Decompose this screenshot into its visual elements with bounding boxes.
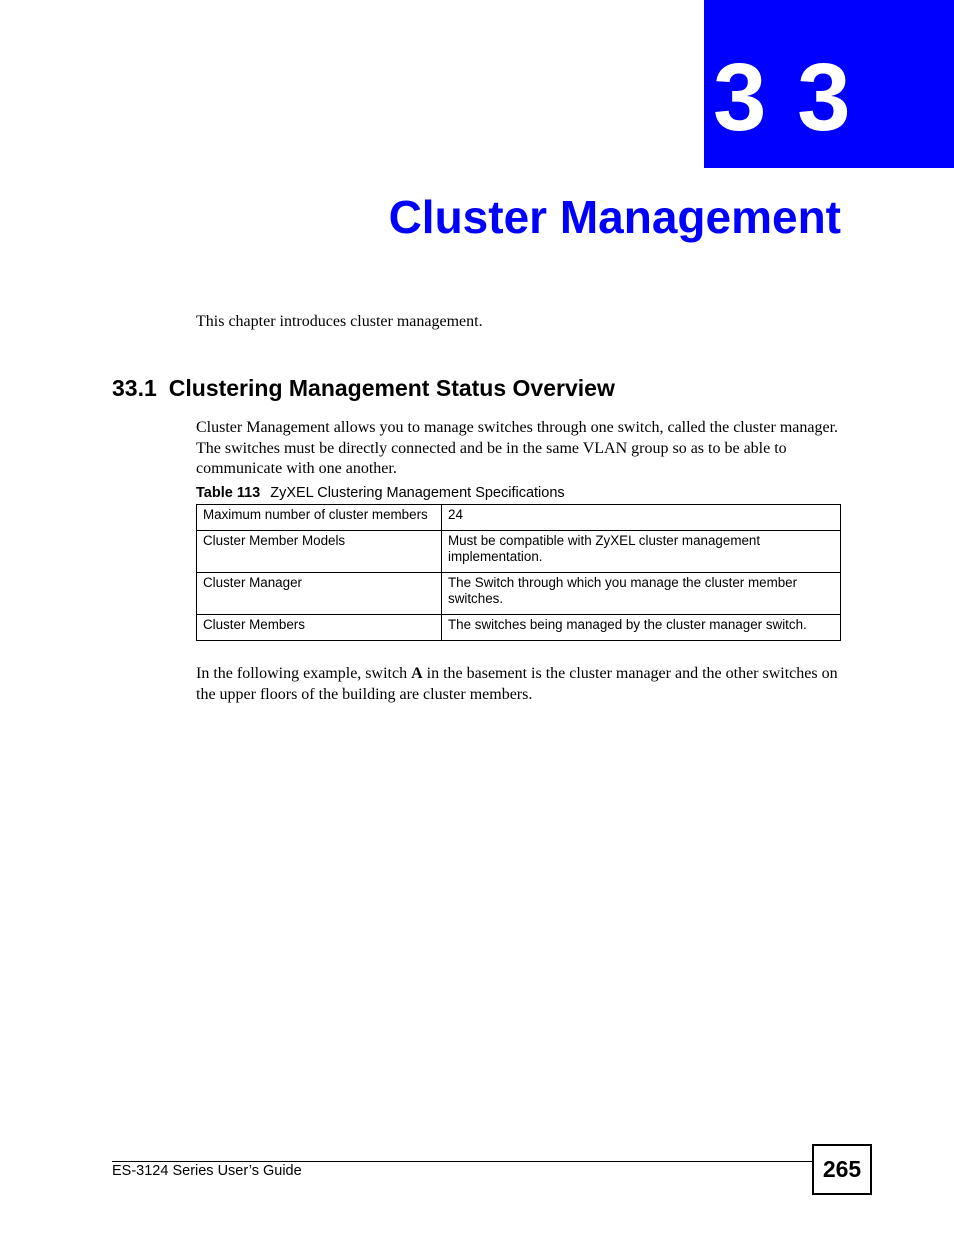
table-row [197,531,841,573]
chapter-title: Cluster Management [388,191,841,243]
table-cell-value: 24 [442,505,841,531]
switch-label: A [411,665,423,682]
paragraph-text-before: In the following example, switch [196,665,412,682]
chapter-number: 3 3 [713,44,853,151]
table-caption [196,484,565,502]
table-row [197,573,841,615]
table-caption-label: Table 113 [196,485,261,501]
footer-guide-title: ES-3124 Series User’s Guide [112,1163,302,1179]
table-caption-text: ZyXEL Clustering Management Specifications [270,485,565,501]
spec-table [196,504,841,641]
table-cell-name: Cluster Members [197,615,442,641]
intro-text: This chapter introduces cluster management. [196,313,483,330]
table-row [197,615,841,641]
section-number: 33.1 [112,375,157,401]
table-cell-value: The Switch through which you manage the cluster member switches. [442,573,841,615]
body-paragraph-2 [196,664,856,705]
table-cell-value: Must be compatible with ZyXEL cluster management implementation. [442,531,841,573]
body-paragraph-1: Cluster Management allows you to manage switches through one switch, called the cluster manager. The switches must be directly connected and be in the same VLAN group so as to be able to communicate with one another. [196,419,839,478]
table-cell-name: Cluster Manager [197,573,442,615]
table-cell-name: Cluster Member Models [197,531,442,573]
table-cell-name: Maximum number of cluster members [197,505,442,531]
table-row [197,505,841,531]
section-heading [112,374,615,402]
table-cell-value: The switches being managed by the cluster manager switch. [442,615,841,641]
page-number: 265 [812,1144,872,1195]
paragraph-text-after: in the basement is the cluster manager and the other switches on the upper floors of the building are cluster members. [196,665,838,703]
section-title: Clustering Management Status Overview [168,375,615,401]
